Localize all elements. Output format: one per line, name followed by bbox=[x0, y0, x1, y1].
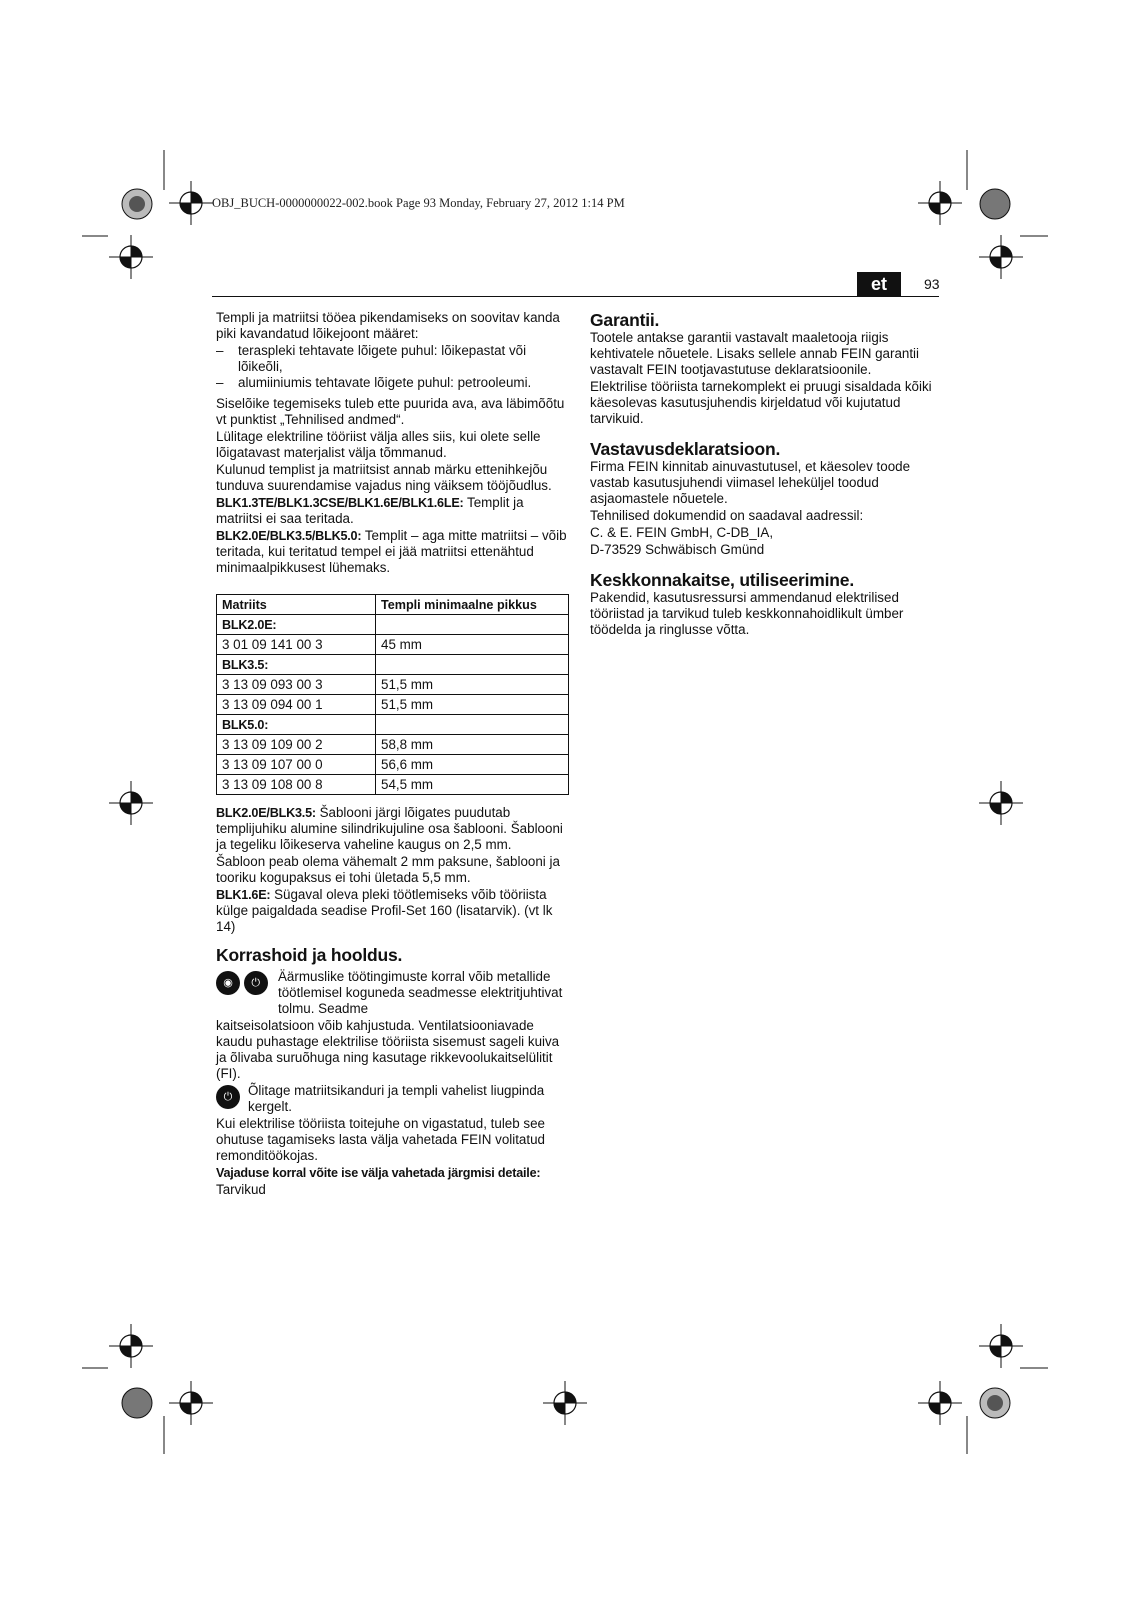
header-rule bbox=[212, 296, 939, 297]
section-heading-conformity: Vastavusdeklaratsioon. bbox=[590, 439, 781, 459]
table-row: BLK5.0: bbox=[217, 715, 569, 735]
table-row: 3 13 09 107 00 0 56,6 mm bbox=[217, 755, 569, 775]
starburst-mark bbox=[122, 189, 152, 219]
registration-mark bbox=[169, 1381, 213, 1425]
registration-mark bbox=[979, 781, 1023, 825]
plug-disconnect-icon: ⏻ bbox=[244, 971, 268, 995]
paragraph: Tootele antakse garantii vastavalt maaletooja riigis kehtivatele nõuetele. Lisaks sellele annab FEIN garantii vastavalt FEIN tootjavastutuse deklaratsioonile. bbox=[590, 330, 920, 377]
section-heading-maintenance: Korrashoid ja hooldus. bbox=[216, 945, 403, 965]
list-item: – alumiiniumis tehtavate lõigete puhul: petrooleumi. bbox=[216, 375, 532, 390]
paragraph: Vajaduse korral võite ise välja vahetada järgmisi detaile: bbox=[216, 1166, 541, 1180]
plug-disconnect-icon: ⏻ bbox=[216, 1085, 240, 1109]
registration-mark bbox=[109, 781, 153, 825]
paragraph: BLK1.6E: Sügaval oleva pleki töötlemiseks võib tööriista külge paigaldada seadise Profil-Set 160 (lisatarvik). (vt lk 14) bbox=[216, 887, 553, 934]
starburst-mark bbox=[980, 1388, 1010, 1418]
registration-mark bbox=[109, 1324, 153, 1368]
paragraph: BLK2.0E/BLK3.5/BLK5.0: Templit – aga mitte matriitsi – võib teritada, kui teritatud tempel ei jää matriitsi ettenähtud minimaalpikkusest lühemaks. bbox=[216, 528, 567, 575]
section-heading-guarantee: Garantii. bbox=[590, 310, 660, 330]
table-header-row: Matriits Templi minimaalne pikkus bbox=[217, 595, 569, 615]
goggles-icon: ◉ bbox=[216, 971, 240, 995]
paragraph: Lülitage elektriline tööriist välja alles siis, kui olete selle lõigatavast materjalist välja tõmmanud. bbox=[216, 429, 541, 460]
paragraph: Kulunud templist ja matriitsist annab märku ettenihkejõu tunduva suurendamise vajadus ning väiksem tööjõudlus. bbox=[216, 462, 552, 493]
maintenance-warning: ◉ ⏻ Äärmuslike töötingimuste korral võib metallide töötlemisel koguneda seadmesse elektritjuhtivat tolmu. Seadme bbox=[216, 969, 571, 1018]
paragraph: Firma FEIN kinnitab ainuvastutusel, et käesolev toode vastab kasutusjuhendi viimasel leheküljel toodud asjaomastele nõuetele. bbox=[590, 459, 911, 506]
paragraph: Šabloon peab olema vähemalt 2 mm paksune, šablooni ja tooriku kogupaksus ei tohi ületada 5,5 mm. bbox=[216, 854, 560, 885]
table-row: BLK2.0E: bbox=[217, 615, 569, 635]
table-row: 3 13 09 108 00 8 54,5 mm bbox=[217, 775, 569, 795]
paragraph: Tarvikud bbox=[216, 1182, 266, 1197]
paragraph: kaitseisolatsioon võib kahjustuda. Ventilatsiooniavade kaudu puhastage elektrilise tööriista sisemust sageli kuiva ja õlivaba suruõhuga ning kasutage rikkevoolukaitselülitit (FI). bbox=[216, 1018, 560, 1081]
paragraph: Elektrilise tööriista tarnekomplekt ei pruugi sisaldada kõiki käesolevas kasutusjuhendis kirjeldatud või kujutatud tarvikuid. bbox=[590, 379, 932, 426]
paragraph: Siselõike tegemiseks tuleb ette puurida ava, ava läbimõõtu vt punktist „Tehnilised andmed“. bbox=[216, 396, 565, 427]
language-badge: et bbox=[857, 272, 901, 296]
intro-paragraph: Templi ja matriitsi tööea pikendamiseks on soovitav kanda piki kavandatud lõikejoont määret: bbox=[216, 310, 560, 341]
table-row: 3 13 09 094 00 1 51,5 mm bbox=[217, 695, 569, 715]
paragraph: C. & E. FEIN GmbH, C-DB_IA, bbox=[590, 525, 774, 540]
table-row: 3 01 09 141 00 3 45 mm bbox=[217, 635, 569, 655]
right-column bbox=[590, 310, 940, 639]
lubrication-note: ⏻ Õlitage matriitsikanduri ja templi vahelist liugpinda kergelt. bbox=[216, 1083, 571, 1116]
page-number: 93 bbox=[924, 276, 940, 292]
paragraph: Kui elektrilise tööriista toitejuhe on vigastatud, tuleb see ohutuse tagamiseks lasta välja vahetada FEIN volitatud remonditöökojas. bbox=[216, 1116, 546, 1163]
paragraph: Pakendid, kasutusressursi ammendanud elektrilised tööriistad ja tarvikud tuleb keskkonnahoidlikult ümber töödelda ja ringlusse võtta. bbox=[590, 590, 904, 637]
paragraph: D-73529 Schwäbisch Gmünd bbox=[590, 542, 765, 557]
table-row: 3 13 09 109 00 2 58,8 mm bbox=[217, 735, 569, 755]
table-row: 3 13 09 093 00 3 51,5 mm bbox=[217, 675, 569, 695]
gray-target-mark bbox=[980, 189, 1010, 219]
list-item: – teraspleki tehtavate lõigete puhul: lõikepastat või lõikeõli, bbox=[216, 343, 527, 374]
paragraph: BLK1.3TE/BLK1.3CSE/BLK1.6E/BLK1.6LE: Templit ja matriitsi ei saa teritada. bbox=[216, 495, 524, 526]
print-header: OBJ_BUCH-0000000022-002.book Page 93 Monday, February 27, 2012 1:14 PM bbox=[212, 196, 625, 210]
left-column bbox=[216, 310, 571, 1199]
table-row: BLK3.5: bbox=[217, 655, 569, 675]
section-heading-environment: Keskkonnakaitse, utiliseerimine. bbox=[590, 570, 854, 590]
registration-mark bbox=[109, 235, 153, 279]
registration-mark bbox=[169, 181, 213, 225]
registration-mark bbox=[543, 1381, 587, 1425]
template-length-table bbox=[216, 594, 569, 795]
gray-target-mark bbox=[122, 1388, 152, 1418]
paragraph: BLK2.0E/BLK3.5: Šablooni järgi lõigates puudutab templijuhiku alumine silindrikujuline osa šablooni. Šablooni ja tegeliku lõikeserva vaheline kaugus on 2,5 mm. bbox=[216, 805, 563, 852]
registration-mark bbox=[918, 181, 962, 225]
registration-mark bbox=[918, 1381, 962, 1425]
registration-mark bbox=[979, 1324, 1023, 1368]
paragraph: Tehnilised dokumendid on saadaval aadressil: bbox=[590, 508, 864, 523]
registration-mark bbox=[979, 235, 1023, 279]
